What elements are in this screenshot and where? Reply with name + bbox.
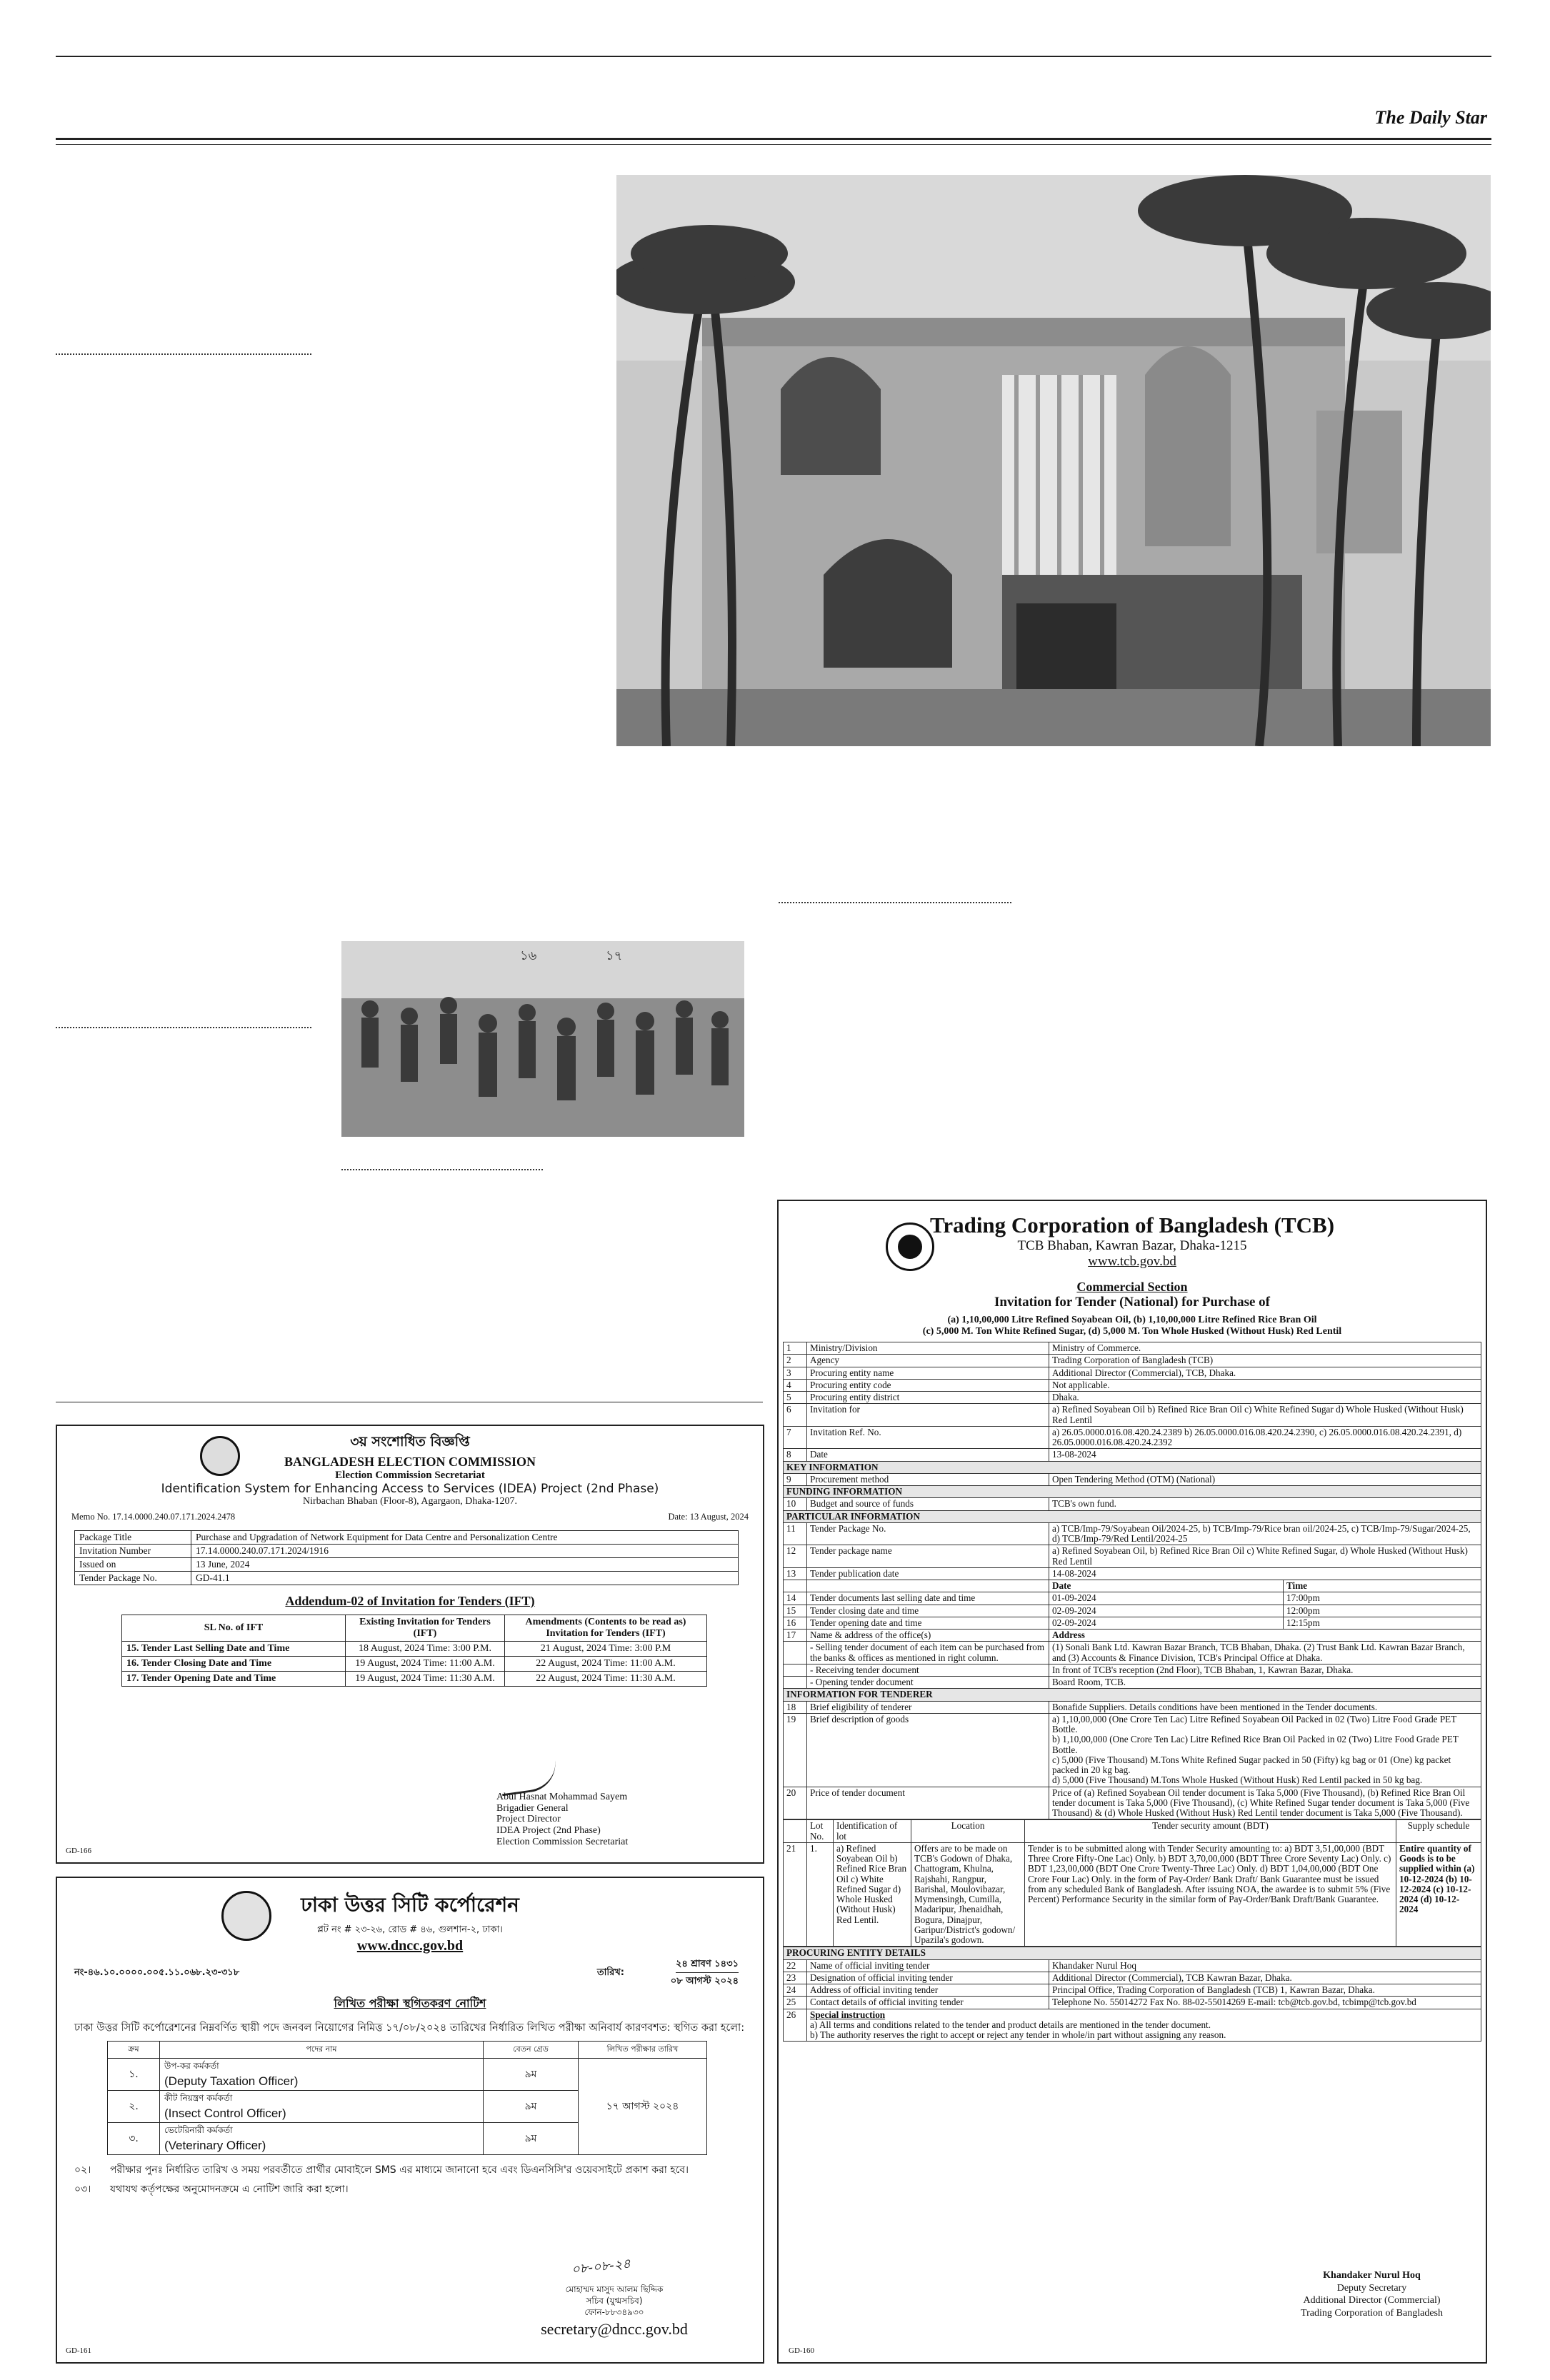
tcb-date-row <box>784 1592 1481 1605</box>
tcb-row-17b <box>784 1664 1481 1676</box>
tcb-section-funding: FUNDING INFORMATION <box>784 1486 1481 1498</box>
tcb-row-18-key: Brief eligibility of tenderer <box>807 1701 1049 1713</box>
ec-top-bengali: ৩য় সংশোধিত বিজ্ঞপ্তি <box>350 1434 470 1450</box>
tcb-special-b: b) The authority reserves the right to accept or reject any tender in whole/in part without assigning any reason. <box>810 2029 1226 2040</box>
tcb-row-number: 10 <box>784 1498 807 1510</box>
tcb-row-20: 20 Price of tender document Price of (a) Refined Soyabean Oil tender document is Taka 5,000 (Five Thousand), (b) Refined Rice Bran Oil tender document is Taka 5,000 (Five Thousand), (c) White Refined Sugar tender document is Taka 5,000 (Five Thousand) & (d) Whole Husked (Without Husk) Red Lentil tender document is Taka 5,000 (Five Thousand). <box>784 1787 1481 1819</box>
tcb-row-key: Designation of official inviting tender <box>807 1972 1049 1984</box>
tcb-row-19: 19 Brief description of goods a) 1,10,00,000 (One Crore Ten Lac) Litre Refined Soyabean Oil Packed in 02 (Two) Litre Food Grade PET Bottle. b) 1,10,00,000 (One Crore Ten Lac) Litre Refined Rice Bran Oil Packed in 02 (Two) Litre Food Grade PET Bottle. c) 5,000 (Five Thousand) M.Tons White Refined Sugar packed in 50 (Fifty) kg bag or 01 (One) kg packet packed in 20 kg bag. d) 5,000 (Five Thousand) M.Tons Whole Husked (Without Husk) Red Lentil packed in 50 kg bag. <box>784 1713 1481 1787</box>
tcb-org-name: Trading Corporation of Bangladesh (TCB) <box>929 1212 1335 1237</box>
tcb-table-row <box>784 1972 1481 1984</box>
dncc-signature-block <box>500 2284 729 2339</box>
dncc-address: প্লট নং # ২৩-২৬, রোড # ৪৬, গুলশান-২, ঢাকা। <box>317 1924 503 1935</box>
tcb-row-value: Additional Director (Commercial), TCB, Dhaka. <box>1049 1367 1481 1379</box>
tcb-row-value: Additional Director (Commercial), TCB Kawran Bazar, Dhaka. <box>1049 1972 1481 1984</box>
ec-ift-row <box>122 1642 707 1657</box>
mid-separator <box>779 902 1011 903</box>
ec-package-key: Issued on <box>75 1558 191 1572</box>
tcb-lot-head-row <box>784 1820 1481 1843</box>
tcb-table-row <box>784 1959 1481 1972</box>
tcb-table-row <box>784 1473 1481 1485</box>
ec-addendum-title: Addendum-02 of Invitation for Tenders (IFT) <box>285 1594 535 1608</box>
dncc-head-post: পদের নাম <box>160 2041 484 2058</box>
tcb-sig-line-3: Additional Director (Commercial) <box>1303 2295 1441 2306</box>
ec-package-key: Tender Package No. <box>75 1572 191 1585</box>
tcb-row-key: Procuring entity district <box>807 1392 1049 1404</box>
tcb-items-line-2: (c) 5,000 M. Ton White Refined Sugar, (d) 5,000 M. Ton Whole Husked (Without Husk) Red Lentil <box>922 1326 1342 1337</box>
dncc-grade: ৯ম <box>484 2090 579 2122</box>
ec-package-key: Package Title <box>75 1531 191 1545</box>
tcb-row-key: Tender closing date and time <box>807 1605 1049 1617</box>
ec-sig-3: Project Director <box>496 1814 561 1825</box>
tcb-table-row <box>784 1367 1481 1379</box>
dncc-sig-3: ফোন-৮৮৩৪৯৩০ <box>584 2307 644 2318</box>
tcb-row-value: Dhaka. <box>1049 1392 1481 1404</box>
tcb-items-line-1: (a) 1,10,00,000 Litre Refined Soyabean Oil, (b) 1,10,00,000 Litre Refined Rice Bran Oil <box>947 1315 1317 1325</box>
ec-sig-2: Brigadier General <box>496 1802 569 1814</box>
tcb-special-title: Special instruction <box>810 2009 886 2020</box>
lot-head-no: Lot No. <box>807 1820 834 1843</box>
dncc-head-date: লিখিত পরীক্ষার তারিখ <box>579 2041 707 2058</box>
tcb-row-17-value: Address <box>1049 1630 1481 1642</box>
tcb-special-a: a) All terms and conditions related to the tender and product details are mentioned in the tender document. <box>810 2019 1211 2030</box>
dncc-memo: নং-৪৬.১০.০০০০.০০৫.১১.০৬৮.২৩-৩১৮ <box>74 1967 240 1978</box>
dncc-email[interactable]: secretary@dncc.gov.bd <box>541 2319 688 2338</box>
tcb-sig-name: Khandaker Nurul Hoq <box>1323 2270 1421 2281</box>
tcb-row-value: 13-08-2024 <box>1049 1449 1481 1461</box>
tcb-logo-inner <box>898 1235 922 1259</box>
tcb-time-head: Time <box>1283 1580 1481 1592</box>
tcb-lot-supply: Entire quantity of Goods is to be supplied within (a) 10-12-2024 (b) 10-12-2024 (c) 10-12-2024 (d) 10-12-2024 <box>1396 1842 1481 1947</box>
tcb-row-date: 02-09-2024 <box>1049 1605 1284 1617</box>
dncc-para-3-num: ০৩। <box>74 2184 91 2196</box>
tcb-row-key: Ministry/Division <box>807 1342 1049 1355</box>
dncc-post-bengali: ভেটেরিনারী কর্মকর্তা <box>164 2124 233 2135</box>
ec-sub: Election Commission Secretariat <box>335 1470 485 1481</box>
ec-sig-5: Election Commission Secretariat <box>496 1836 629 1847</box>
dncc-serial: ২. <box>108 2090 160 2122</box>
tcb-row-value: a) Refined Soyabean Oil b) Refined Rice Bran Oil c) White Refined Sugar d) Whole Husked (Without Husk) Red Lentil <box>1049 1404 1481 1427</box>
tcb-row-number: 6 <box>784 1404 807 1427</box>
building-illustration <box>616 175 1491 746</box>
tcb-goods-c: c) 5,000 (Five Thousand) M.Tons White Refined Sugar packed in 50 (Fifty) kg bag or 01 (One) kg packet packed in 20 kg bag. <box>1052 1754 1451 1775</box>
tcb-row-number: 24 <box>784 1984 807 1997</box>
tcb-gd-code: GD-160 <box>789 2346 815 2355</box>
tcb-lot-location: Offers are to be made on TCB's Godown of Dhaka, Chattogram, Khulna, Rajshahi, Rangpur, Barishal, Moulovibazar, Mymensingh, Cumilla, Madaripur, Jhenaidhah, Bogura, Dinajpur, Garipur/District's godown/ Upazila's godown. <box>911 1842 1025 1947</box>
dncc-serial: ১. <box>108 2058 160 2090</box>
lot-head-ident: Identification of lot <box>834 1820 911 1843</box>
top-rule <box>56 56 1491 57</box>
tcb-row-19-key: Brief description of goods <box>807 1713 1049 1787</box>
tcb-row-17: 17 Name & address of the office(s) Address <box>784 1630 1481 1642</box>
dncc-date-label: তারিখ: <box>596 1967 624 1978</box>
dncc-notice-title: লিখিত পরীক্ষা স্থগিতকরণ নোটিশ <box>334 1997 486 2010</box>
lot-head-security: Tender security amount (BDT) <box>1025 1820 1396 1843</box>
tcb-row-19-value <box>1049 1713 1481 1787</box>
tcb-row-17a-key: - Selling tender document of each item can be purchased from the banks & offices as mentioned in right column. <box>807 1642 1049 1665</box>
tcb-logo <box>886 1222 934 1271</box>
dncc-post-bengali: কীট নিয়ন্ত্রণ কর্মকর্তা <box>164 2092 233 2103</box>
dncc-date-2: ০৮ আগস্ট ২০২৪ <box>670 1976 739 1987</box>
dncc-title: ঢাকা উত্তর সিটি কর্পোরেশন <box>301 1893 519 1917</box>
ec-ift-row <box>122 1657 707 1672</box>
ec-package-table <box>74 1530 739 1585</box>
dncc-gd-code: GD-161 <box>66 2346 92 2355</box>
tcb-row-time: 12:00pm <box>1283 1605 1481 1617</box>
tcb-row-value: TCB's own fund. <box>1049 1498 1481 1510</box>
tcb-goods-a: a) 1,10,00,000 (One Crore Ten Lac) Litre Refined Soyabean Oil Packed in 02 (Two) Litre Food Grade PET Bottle. <box>1052 1713 1457 1734</box>
tcb-row-key: Tender opening date and time <box>807 1617 1049 1629</box>
tcb-row-date: 01-09-2024 <box>1049 1592 1284 1605</box>
tcb-row-number: 22 <box>784 1959 807 1972</box>
tcb-row-key: Date <box>807 1449 1049 1461</box>
tcb-row-key: Agency <box>807 1355 1049 1367</box>
tcb-row-value: a) 26.05.0000.016.08.420.24.2389 b) 26.05.0000.016.08.420.24.2390, c) 26.05.0000.016.08.420.24.2391, d) 26.05.0000.016.08.420.24.2392 <box>1049 1426 1481 1449</box>
tcb-row-17b-key: - Receiving tender document <box>807 1664 1049 1676</box>
ec-ift-row <box>122 1672 707 1687</box>
ec-ift-head-row <box>122 1615 707 1642</box>
tcb-table-row <box>784 1498 1481 1510</box>
ec-package-value: 13 June, 2024 <box>191 1558 739 1572</box>
tcb-lot-no: 1. <box>807 1842 834 1947</box>
crowd-photo <box>341 941 744 1137</box>
tcb-row-17c-key: - Opening tender document <box>807 1677 1049 1689</box>
tcb-info-table <box>783 1342 1481 1819</box>
ec-sig-1: Abul Hasnat Mohammad Sayem <box>496 1792 628 1802</box>
tcb-goods-d: d) 5,000 (Five Thousand) M.Tons Whole Husked (Without Husk) Red Lentil packed in 50 kg bag. <box>1052 1774 1423 1786</box>
tcb-row-26-no: 26 <box>784 2009 807 2042</box>
tcb-table-row <box>784 1379 1481 1391</box>
tcb-row-key: Tender documents last selling date and time <box>807 1592 1049 1605</box>
photo-caption-separator <box>341 1169 543 1170</box>
header-rule-thick <box>56 138 1491 140</box>
tcb-table-row <box>784 1426 1481 1449</box>
tcb-row-number: 2 <box>784 1355 807 1367</box>
tcb-row-time: 12:15pm <box>1283 1617 1481 1629</box>
tcb-row-17c-value: Board Room, TCB. <box>1049 1677 1481 1689</box>
ec-package-row <box>75 1531 739 1545</box>
tcb-row-value: Not applicable. <box>1049 1379 1481 1391</box>
ec-package-row <box>75 1572 739 1585</box>
tcb-row-26 <box>784 2009 1481 2042</box>
ec-ift-head-sl: SL No. of IFT <box>122 1615 346 1642</box>
ec-package-key: Invitation Number <box>75 1545 191 1558</box>
tcb-row-number: 25 <box>784 1997 807 2009</box>
tcb-sig-line-2: Deputy Secretary <box>1336 2282 1407 2294</box>
tcb-row-number: 23 <box>784 1972 807 1984</box>
dncc-head-grade: বেতন গ্রেড <box>484 2041 579 2058</box>
tcb-table-row <box>784 1997 1481 2009</box>
tcb-lot-table <box>783 1819 1481 1947</box>
ec-ift-head-amend: Amendments (Contents to be read as) Invitation for Tenders (IFT) <box>505 1615 707 1642</box>
ec-ift-existing: 19 August, 2024 Time: 11:00 A.M. <box>346 1657 505 1672</box>
tcb-row-key: Budget and source of funds <box>807 1498 1049 1510</box>
tcb-row-17a-value: (1) Sonali Bank Ltd. Kawran Bazar Branch, TCB Bhaban, Dhaka. (2) Trust Bank Ltd. Kawran Bazar Branch, and (3) Accounts & Finance Division, TCB's Principal Office at Dhaka. <box>1049 1642 1481 1665</box>
ec-package-value: Purchase and Upgradation of Network Equipment for Data Centre and Personalization Centre <box>191 1531 739 1545</box>
tcb-table-row <box>784 1404 1481 1427</box>
tcb-table-row <box>784 1545 1481 1568</box>
dncc-website[interactable]: www.dncc.gov.bd <box>356 1938 464 1954</box>
tcb-row-number: 14 <box>784 1592 807 1605</box>
tcb-row-26-content <box>807 2009 1481 2042</box>
tcb-sig-line-4: Trading Corporation of Bangladesh <box>1301 2307 1443 2319</box>
ec-signature-block <box>496 1792 628 1847</box>
crowd-sign-right: ১৭ <box>606 948 623 963</box>
tcb-lot-security: Tender is to be submitted along with Tender Security amounting to: a) BDT 3,51,00,000 (BDT Three Crore Fifty-One Lac) Only. b) BDT 3,70,00,000 (BDT Three Crore Seventy Lac) Only. c) BDT 1,23,00,000 (BDT One Crore Twenty-Three Lac) Only. d) BDT 1,04,00,000 (BDT One Crore Four Lac) Only. in the form of Pay-Order/ Bank Draft/ Bank Guarantee must be issued from any scheduled Bank of Bangladesh. After issuing NOA, the awardee is to submit 5% (Five Percent) Performance Security in the similar form of Pay-Order/Bank Draft/Bank Guarantee. <box>1025 1842 1396 1947</box>
tcb-row-value: a) TCB/Imp-79/Soyabean Oil/2024-25, b) TCB/Imp-79/Rice bran oil/2024-25, c) TCB/Imp-79/Sugar/2024-25, d) TCB/Imp-79/Red Lentil/2024-25 <box>1049 1522 1481 1545</box>
dncc-para-2 <box>74 2162 746 2178</box>
tcb-row-20-value: Price of (a) Refined Soyabean Oil tender document is Taka 5,000 (Five Thousand), (b) Refined Rice Bran Oil tender document is Taka 5,000 (Five Thousand), (c) White Refined Sugar tender document is Taka 5,000 (Five Thousand) & (d) Whole Husked (Without Husk) Red Lentil tender document is Taka 5,000 (Five Thousand). <box>1049 1787 1481 1819</box>
tcb-row-key: Tender package name <box>807 1545 1049 1568</box>
tcb-row-key: Address of official inviting tender <box>807 1984 1049 1997</box>
tcb-row-number: 7 <box>784 1426 807 1449</box>
tcb-row-21-no: 21 <box>784 1842 807 1947</box>
lot-head-supply: Supply schedule <box>1396 1820 1481 1843</box>
tcb-table-row <box>784 1984 1481 1997</box>
ec-address: Nirbachan Bhaban (Floor-8), Agargaon, Dhaka-1207. <box>303 1496 517 1507</box>
tcb-row-time: 17:00pm <box>1283 1592 1481 1605</box>
ec-memo: Memo No. 17.14.0000.240.07.171.2024.2478 <box>71 1512 236 1522</box>
tcb-row-17b-value: In front of TCB's reception (2nd Floor), TCB Bhaban, 1, Kawran Bazar, Dhaka. <box>1049 1664 1481 1676</box>
tcb-section: Commercial Section <box>1076 1280 1188 1294</box>
tcb-lot-ident: a) Refined Soyabean Oil b) Refined Rice Bran Oil c) White Refined Sugar d) Whole Husked (Without Husk) Red Lentil. <box>834 1842 911 1947</box>
ec-package-row <box>75 1558 739 1572</box>
dncc-post-name <box>160 2058 484 2090</box>
tcb-tender-notice <box>777 1200 1487 2364</box>
tcb-date-head-row <box>784 1580 1481 1592</box>
ec-gd-code: GD-166 <box>66 1847 92 1855</box>
dncc-signature-date: ০৮-০৮-২৪ <box>571 2256 631 2278</box>
tcb-row-17c <box>784 1677 1481 1689</box>
tcb-row-value: Khandaker Nurul Hoq <box>1049 1959 1481 1972</box>
building-photo <box>616 175 1491 746</box>
tcb-row-key: Name of official inviting tender <box>807 1959 1049 1972</box>
dncc-grade: ৯ম <box>484 2058 579 2090</box>
dncc-serial: ৩. <box>108 2122 160 2154</box>
ec-notice <box>56 1425 764 1864</box>
ec-ift-table <box>121 1615 707 1687</box>
masthead-logo: The Daily Star <box>1374 107 1487 128</box>
crowd-illustration <box>341 941 744 1137</box>
ec-date: Date: 13 August, 2024 <box>668 1512 749 1522</box>
tcb-row-key: Procuring entity name <box>807 1367 1049 1379</box>
dncc-date-1: ২৪ শ্রাবণ ১৪৩১ <box>676 1957 739 1973</box>
tcb-row-18-value: Bonafide Suppliers. Details conditions have been mentioned in the Tender documents. <box>1049 1701 1481 1713</box>
dncc-post-name <box>160 2122 484 2154</box>
dncc-post-english: (Insect Control Officer) <box>164 2106 286 2120</box>
dncc-post-table <box>107 2041 707 2155</box>
tcb-row-value: Principal Office, Trading Corporation of Bangladesh (TCB) 1, Kawran Bazar, Dhaka. <box>1049 1984 1481 1997</box>
dncc-notice <box>56 1877 764 2364</box>
tcb-row-number: 11 <box>784 1522 807 1545</box>
ec-package-row <box>75 1545 739 1558</box>
tcb-date-head: Date <box>1049 1580 1284 1592</box>
tcb-row-number: 12 <box>784 1545 807 1568</box>
tcb-row-17a <box>784 1642 1481 1665</box>
tcb-section-tenderer: INFORMATION FOR TENDERER <box>784 1689 1481 1701</box>
ec-ift-sl: 17. Tender Opening Date and Time <box>122 1672 346 1687</box>
tcb-row-number: 5 <box>784 1392 807 1404</box>
column-separator-1 <box>56 353 311 355</box>
dncc-post-row <box>108 2058 707 2090</box>
tcb-row-value: Trading Corporation of Bangladesh (TCB) <box>1049 1355 1481 1367</box>
tcb-table-row <box>784 1522 1481 1545</box>
tcb-row-key: Tender Package No. <box>807 1522 1049 1545</box>
ec-ift-amendment: 22 August, 2024 Time: 11:00 A.M. <box>505 1657 707 1672</box>
ec-memo-row <box>71 1512 749 1527</box>
dncc-seal <box>221 1891 271 1941</box>
tcb-row-value: a) Refined Soyabean Oil, b) Refined Rice Bran Oil c) White Refined Sugar, d) Whole Husked (Without Husk) Red Lentil <box>1049 1545 1481 1568</box>
dncc-memo-row <box>74 1957 746 1992</box>
dncc-sig-2: সচিব (যুগ্মসচিব) <box>586 2296 643 2306</box>
dncc-table-head-row <box>108 2041 707 2058</box>
tcb-row-number: 9 <box>784 1473 807 1485</box>
ec-ift-head-existing: Existing Invitation for Tenders (IFT) <box>346 1615 505 1642</box>
ec-seal <box>200 1436 240 1476</box>
tcb-signature-block <box>1301 2269 1443 2319</box>
dncc-head-serial: ক্রম <box>108 2041 160 2058</box>
ec-package-value: 17.14.0000.240.07.171.2024/1916 <box>191 1545 739 1558</box>
tcb-row-key: Procurement method <box>807 1473 1049 1485</box>
tcb-table-row <box>784 1567 1481 1580</box>
dncc-grade: ৯ম <box>484 2122 579 2154</box>
tcb-procuring-table <box>783 1947 1481 2042</box>
tcb-lot-row <box>784 1842 1481 1947</box>
tcb-row-key: Invitation for <box>807 1404 1049 1427</box>
dncc-post-english: (Veterinary Officer) <box>164 2138 266 2152</box>
dncc-exam-date: ১৭ আগস্ট ২০২৪ <box>579 2058 707 2154</box>
tcb-row-number: 1 <box>784 1342 807 1355</box>
tcb-row-number: 8 <box>784 1449 807 1461</box>
dncc-para-3 <box>74 2181 746 2198</box>
ec-ift-sl: 16. Tender Closing Date and Time <box>122 1657 346 1672</box>
tcb-row-18: 18 Brief eligibility of tenderer Bonafide Suppliers. Details conditions have been mentioned in the Tender documents. <box>784 1701 1481 1713</box>
tcb-notice-title: Invitation for Tender (National) for Purchase of <box>994 1295 1270 1310</box>
ec-package-value: GD-41.1 <box>191 1572 739 1585</box>
tcb-table-row <box>784 1355 1481 1367</box>
dncc-post-english: (Deputy Taxation Officer) <box>164 2074 299 2088</box>
ec-ift-existing: 18 August, 2024 Time: 3:00 P.M. <box>346 1642 505 1657</box>
dncc-sig-1: মোহাম্মদ মাসুদ আলম ছিদ্দিক <box>565 2284 664 2294</box>
ec-ift-amendment: 21 August, 2024 Time: 3:00 P.M <box>505 1642 707 1657</box>
tcb-row-value: Ministry of Commerce. <box>1049 1342 1481 1355</box>
tcb-row-20-key: Price of tender document <box>807 1787 1049 1819</box>
tcb-section-procuring: PROCURING ENTITY DETAILS <box>784 1947 1481 1959</box>
dncc-body: ঢাকা উত্তর সিটি কর্পোরেশনের নিম্নবর্ণিত স্থায়ী পদে জনবল নিয়োগের নিমিত্ত ১৭/০৮/২০২৪ তারিখের নির্ধারিত লিখিত পরীক্ষা অনিবার্য কারণবশত: স্থগিত করা হলো: <box>74 2022 745 2034</box>
tcb-row-key: Contact details of official inviting tender <box>807 1997 1049 2009</box>
header-rule-thin <box>56 144 1491 145</box>
tcb-table-row <box>784 1392 1481 1404</box>
lot-head-location: Location <box>911 1820 1025 1843</box>
tcb-row-17-key: Name & address of the office(s) <box>807 1630 1049 1642</box>
ec-sig-4: IDEA Project (2nd Phase) <box>496 1825 601 1837</box>
dncc-post-bengali: উপ-কর কর্মকর্তা <box>164 2060 219 2071</box>
tcb-row-value: Telephone No. 55014272 Fax No. 88-02-55014269 E-mail: tcb@tcb.gov.bd, tcbimp@tcb.gov.bd <box>1049 1997 1481 2009</box>
dncc-post-name <box>160 2090 484 2122</box>
tcb-website[interactable]: www.tcb.gov.bd <box>1088 1254 1176 1269</box>
ec-ift-amendment: 22 August, 2024 Time: 11:30 A.M. <box>505 1672 707 1687</box>
ec-org: BANGLADESH ELECTION COMMISSION <box>284 1455 536 1469</box>
ec-ift-sl: 15. Tender Last Selling Date and Time <box>122 1642 346 1657</box>
tcb-goods-b: b) 1,10,00,000 (One Crore Ten Lac) Litre Refined Rice Bran Oil Packed in 02 (Two) Litre Food Grade PET Bottle. <box>1052 1734 1459 1755</box>
tcb-table-row <box>784 1342 1481 1355</box>
tcb-table-row <box>784 1449 1481 1461</box>
dncc-para-2-num: ০২। <box>74 2164 91 2176</box>
ec-project: Identification System for Enhancing Access to Services (IDEA) Project (2nd Phase) <box>161 1482 659 1496</box>
column-separator-2 <box>56 1027 311 1028</box>
dncc-para-3-text: যথাযথ কর্তৃপক্ষের অনুমোদনক্রমে এ নোটিশ জারি করা হলো। <box>110 2184 349 2196</box>
dncc-para-2-text: পরীক্ষার পুনঃ নির্ধারিত তারিখ ও সময় পরবর্তীতে প্রার্থীর মোবাইলে SMS এর মাধ্যমে জানানো হবে এবং ডিএনসিসি'র ওয়েবসাইটে প্রকাশ করা হবে। <box>110 2164 689 2176</box>
tcb-row-number: 13 <box>784 1567 807 1580</box>
tcb-row-value: Open Tendering Method (OTM) (National) <box>1049 1473 1481 1485</box>
tcb-row-number: 4 <box>784 1379 807 1391</box>
tcb-row-number: 16 <box>784 1617 807 1629</box>
tcb-section-particular: PARTICULAR INFORMATION <box>784 1510 1481 1522</box>
tcb-row-number: 15 <box>784 1605 807 1617</box>
ec-ift-existing: 19 August, 2024 Time: 11:30 A.M. <box>346 1672 505 1687</box>
tcb-row-key: Invitation Ref. No. <box>807 1426 1049 1449</box>
tcb-section-key: KEY INFORMATION <box>784 1461 1481 1473</box>
crowd-sign-left: ১৬ <box>520 948 537 963</box>
tcb-row-value: 14-08-2024 <box>1049 1567 1481 1580</box>
tcb-row-number: 3 <box>784 1367 807 1379</box>
ec-signature-mark <box>498 1758 559 1797</box>
tcb-address: TCB Bhaban, Kawran Bazar, Dhaka-1215 <box>1017 1238 1247 1253</box>
tcb-date-row <box>784 1617 1481 1629</box>
tcb-row-date: 02-09-2024 <box>1049 1617 1284 1629</box>
tcb-date-row <box>784 1605 1481 1617</box>
tcb-row-key: Tender publication date <box>807 1567 1049 1580</box>
tcb-row-key: Procuring entity code <box>807 1379 1049 1391</box>
